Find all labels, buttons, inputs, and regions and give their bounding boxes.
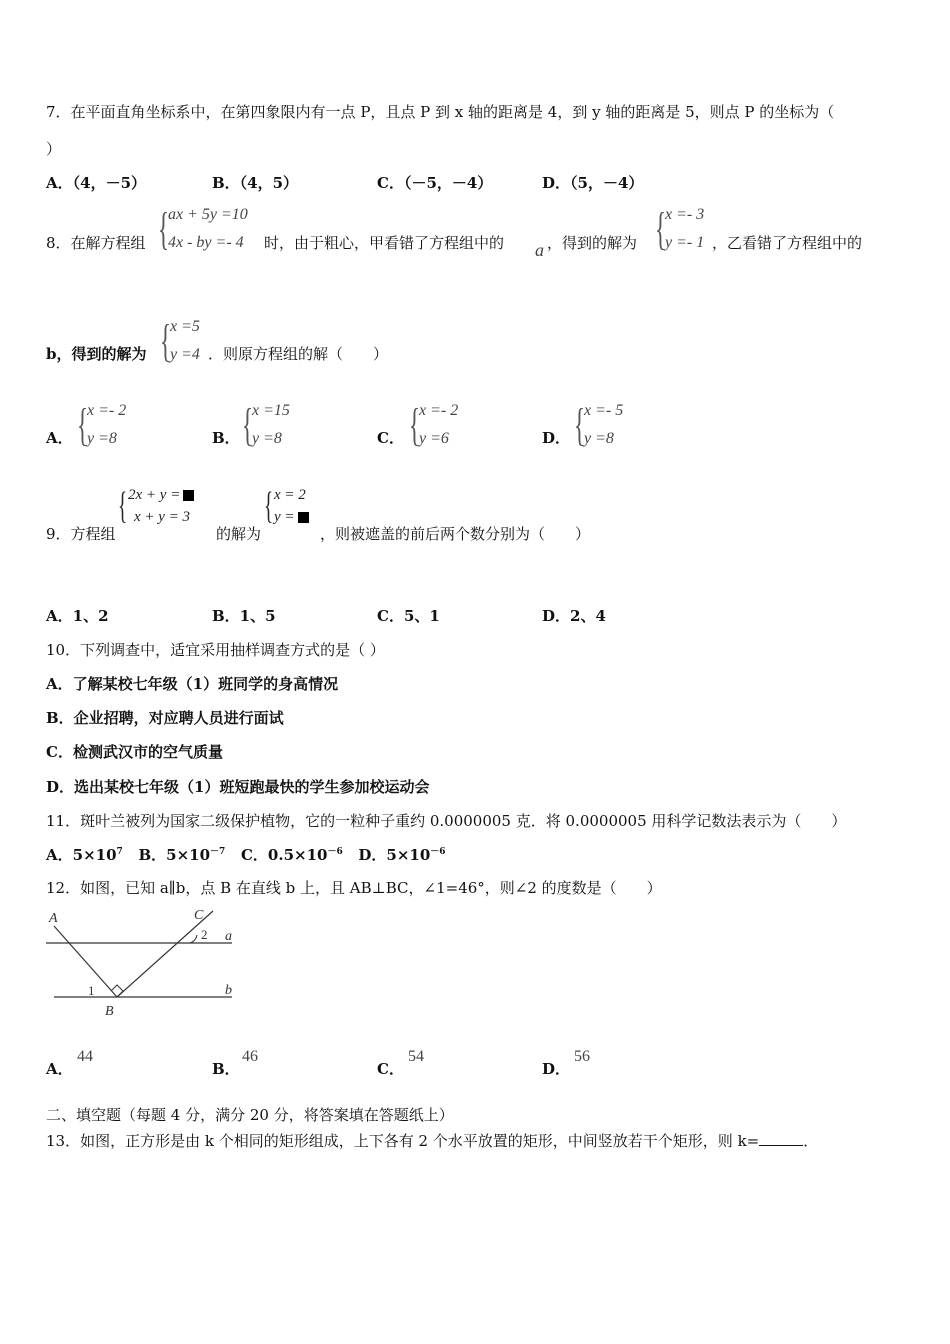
q7-stem: 7．在平面直角坐标系中，在第四象限内有一点 P，且点 P 到 x 轴的距离是 4，到 y 轴的距离是 5，则点 P 的坐标为（ bbox=[46, 103, 835, 121]
q13-stem-text: 13．如图，正方形是由 k 个相同的矩形组成，上下各有 2 个水平放置的矩形，中间竖放若干个矩形，则 k= bbox=[46, 1132, 760, 1150]
q8-option-c-y: y =6 bbox=[419, 430, 449, 447]
q13-answer-blank[interactable] bbox=[759, 1131, 803, 1146]
q12-option-d-value: 56 bbox=[574, 1048, 590, 1065]
q7-option-c: C．（－5，－4） bbox=[377, 174, 493, 192]
q11-option-c-exp: －6 bbox=[327, 847, 343, 857]
q8-equation-1: ax + 5y =10 bbox=[168, 206, 248, 223]
q9-solution-x: x = 2 bbox=[274, 487, 306, 503]
brace-icon: { bbox=[242, 399, 254, 450]
label-a: a bbox=[225, 929, 232, 944]
brace-icon: { bbox=[158, 203, 170, 254]
label-B: B bbox=[105, 1004, 114, 1019]
q8-option-a-y: y =8 bbox=[87, 430, 117, 447]
q8-option-c bbox=[409, 399, 479, 456]
q9-option-c: C．5、1 bbox=[377, 607, 440, 625]
q8-solution-1-x: x =- 3 bbox=[665, 206, 705, 223]
q9-equation-1 bbox=[128, 487, 194, 504]
q12-option-a-label: A． bbox=[46, 1060, 73, 1078]
q9-equation-system bbox=[118, 487, 218, 531]
q8-var-a: a bbox=[535, 240, 544, 260]
q7-option-b: B．（4，5） bbox=[212, 174, 299, 192]
q9-mid: 的解为 bbox=[216, 525, 262, 543]
q8-option-a-label: A． bbox=[46, 429, 73, 447]
q8-solution-1-y: y =- 1 bbox=[665, 234, 705, 251]
brace-icon: { bbox=[77, 399, 89, 450]
q12-stem: 12．如图，已知 a∥b，点 B 在直线 b 上，且 AB⊥BC，∠1=46°，则∠2 的度数是（ ） bbox=[46, 879, 662, 897]
q9-solution bbox=[264, 487, 324, 531]
label-C: C bbox=[194, 908, 204, 923]
q8-option-b-label: B． bbox=[212, 429, 240, 447]
label-A: A bbox=[49, 911, 58, 926]
q8-equation-2: 4x - by =- 4 bbox=[168, 234, 244, 251]
covered-square-icon bbox=[298, 512, 309, 523]
q10-stem: 10．下列调查中，适宜采用抽样调查方式的是（ ） bbox=[46, 641, 385, 659]
q9-option-d: D．2、4 bbox=[542, 607, 606, 625]
brace-icon: { bbox=[574, 399, 586, 450]
q8-option-d bbox=[574, 399, 644, 456]
q8-option-d-y: y =8 bbox=[584, 430, 614, 447]
q9-suffix: ，则被遮盖的前后两个数分别为（ ） bbox=[320, 525, 591, 543]
q10-option-a: A．了解某校七年级（1）班同学的身高情况 bbox=[46, 675, 339, 693]
q8-solution-2-y: y =4 bbox=[170, 346, 200, 363]
brace-icon: { bbox=[160, 315, 172, 366]
q8-option-d-x: x =- 5 bbox=[584, 402, 624, 419]
q11-option-d bbox=[358, 846, 445, 864]
q11-option-b bbox=[138, 846, 225, 864]
q8-prefix: 8．在解方程组 bbox=[46, 234, 146, 252]
q8-equation-system bbox=[158, 203, 268, 260]
q8-option-a-x: x =- 2 bbox=[87, 402, 127, 419]
q12-option-d-label: D． bbox=[542, 1060, 571, 1078]
q13-stem bbox=[46, 1131, 818, 1151]
brace-icon: { bbox=[118, 485, 128, 527]
q8-mid1: 时，由于粗心，甲看错了方程组中的 bbox=[264, 234, 505, 252]
q8-option-b-y: y =8 bbox=[252, 430, 282, 447]
angle-2-label: 2 bbox=[201, 927, 208, 942]
q10-option-c: C．检测武汉市的空气质量 bbox=[46, 743, 223, 761]
q8-solution-2-x: x =5 bbox=[170, 318, 200, 335]
q8-option-b bbox=[242, 399, 312, 456]
brace-icon: { bbox=[655, 203, 667, 254]
q12-option-b-label: B． bbox=[212, 1060, 240, 1078]
right-angle-mark bbox=[111, 985, 123, 997]
q9-option-b: B．1、5 bbox=[212, 607, 276, 625]
q8-mid3: ，乙看错了方程组中的 bbox=[712, 234, 863, 252]
q8-mid2: ，得到的解为 bbox=[547, 234, 638, 252]
q9-option-a: A．1、2 bbox=[46, 607, 109, 625]
q9-equation-1-text: 2x + y = bbox=[128, 487, 181, 503]
segment-bc bbox=[117, 911, 213, 997]
q9-equation-2: x + y = 3 bbox=[134, 509, 191, 525]
q7-stem-end: ） bbox=[46, 140, 62, 158]
q11-option-b-text: B．5×10 bbox=[138, 846, 211, 864]
q9-solution-y-text: y = bbox=[274, 509, 295, 525]
label-b: b bbox=[225, 983, 232, 998]
q12-option-b-value: 46 bbox=[242, 1048, 258, 1065]
q11-option-a bbox=[46, 846, 123, 864]
q9-solution-y bbox=[274, 509, 309, 526]
q8-option-a bbox=[77, 399, 147, 456]
q8-option-c-label: C． bbox=[377, 429, 404, 447]
q11-option-d-text: D．5×10 bbox=[358, 846, 431, 864]
q12-option-a-value: 44 bbox=[77, 1048, 93, 1065]
q11-option-b-exp: －7 bbox=[210, 847, 226, 857]
q13-stem-end: ． bbox=[803, 1132, 819, 1150]
angle-1-label: 1 bbox=[88, 983, 95, 998]
q8-option-d-label: D． bbox=[542, 429, 571, 447]
section-2-title: 二、填空题（每题 4 分，满分 20 分，将答案填在答题纸上） bbox=[46, 1106, 454, 1124]
brace-icon: { bbox=[264, 485, 274, 527]
q12-option-c-value: 54 bbox=[408, 1048, 424, 1065]
q11-stem: 11．斑叶兰被列为国家二级保护植物，它的一粒种子重约 0.0000005 克．将 0.0000005 用科学记数法表示为（ ） bbox=[46, 812, 847, 830]
q8-line2-prefix: b，得到的解为 bbox=[46, 345, 147, 363]
q7-option-a: A．（4，－5） bbox=[46, 174, 147, 192]
covered-square-icon bbox=[183, 490, 194, 501]
q10-option-b: B．企业招聘，对应聘人员进行面试 bbox=[46, 709, 284, 727]
q12-option-c-label: C． bbox=[377, 1060, 404, 1078]
q11-option-a-text: A．5×10 bbox=[46, 846, 117, 864]
q11-option-a-exp: 7 bbox=[116, 847, 123, 857]
q11-option-c bbox=[241, 846, 343, 864]
angle-2-arc bbox=[190, 935, 197, 943]
brace-icon: { bbox=[409, 399, 421, 450]
q8-option-c-x: x =- 2 bbox=[419, 402, 459, 419]
q12-figure bbox=[40, 905, 250, 1020]
q11-options bbox=[46, 845, 446, 865]
q11-option-d-exp: －6 bbox=[430, 847, 446, 857]
segment-ab bbox=[54, 926, 117, 997]
q8-option-b-x: x =15 bbox=[252, 402, 290, 419]
q10-option-d: D．选出某校七年级（1）班短跑最快的学生参加校运动会 bbox=[46, 778, 430, 796]
q9-prefix: 9．方程组 bbox=[46, 525, 116, 543]
q7-option-d: D．（5，－4） bbox=[542, 174, 644, 192]
q11-option-c-text: C．0.5×10 bbox=[240, 846, 328, 864]
q8-line2-suffix: ．则原方程组的解（ ） bbox=[208, 345, 389, 363]
